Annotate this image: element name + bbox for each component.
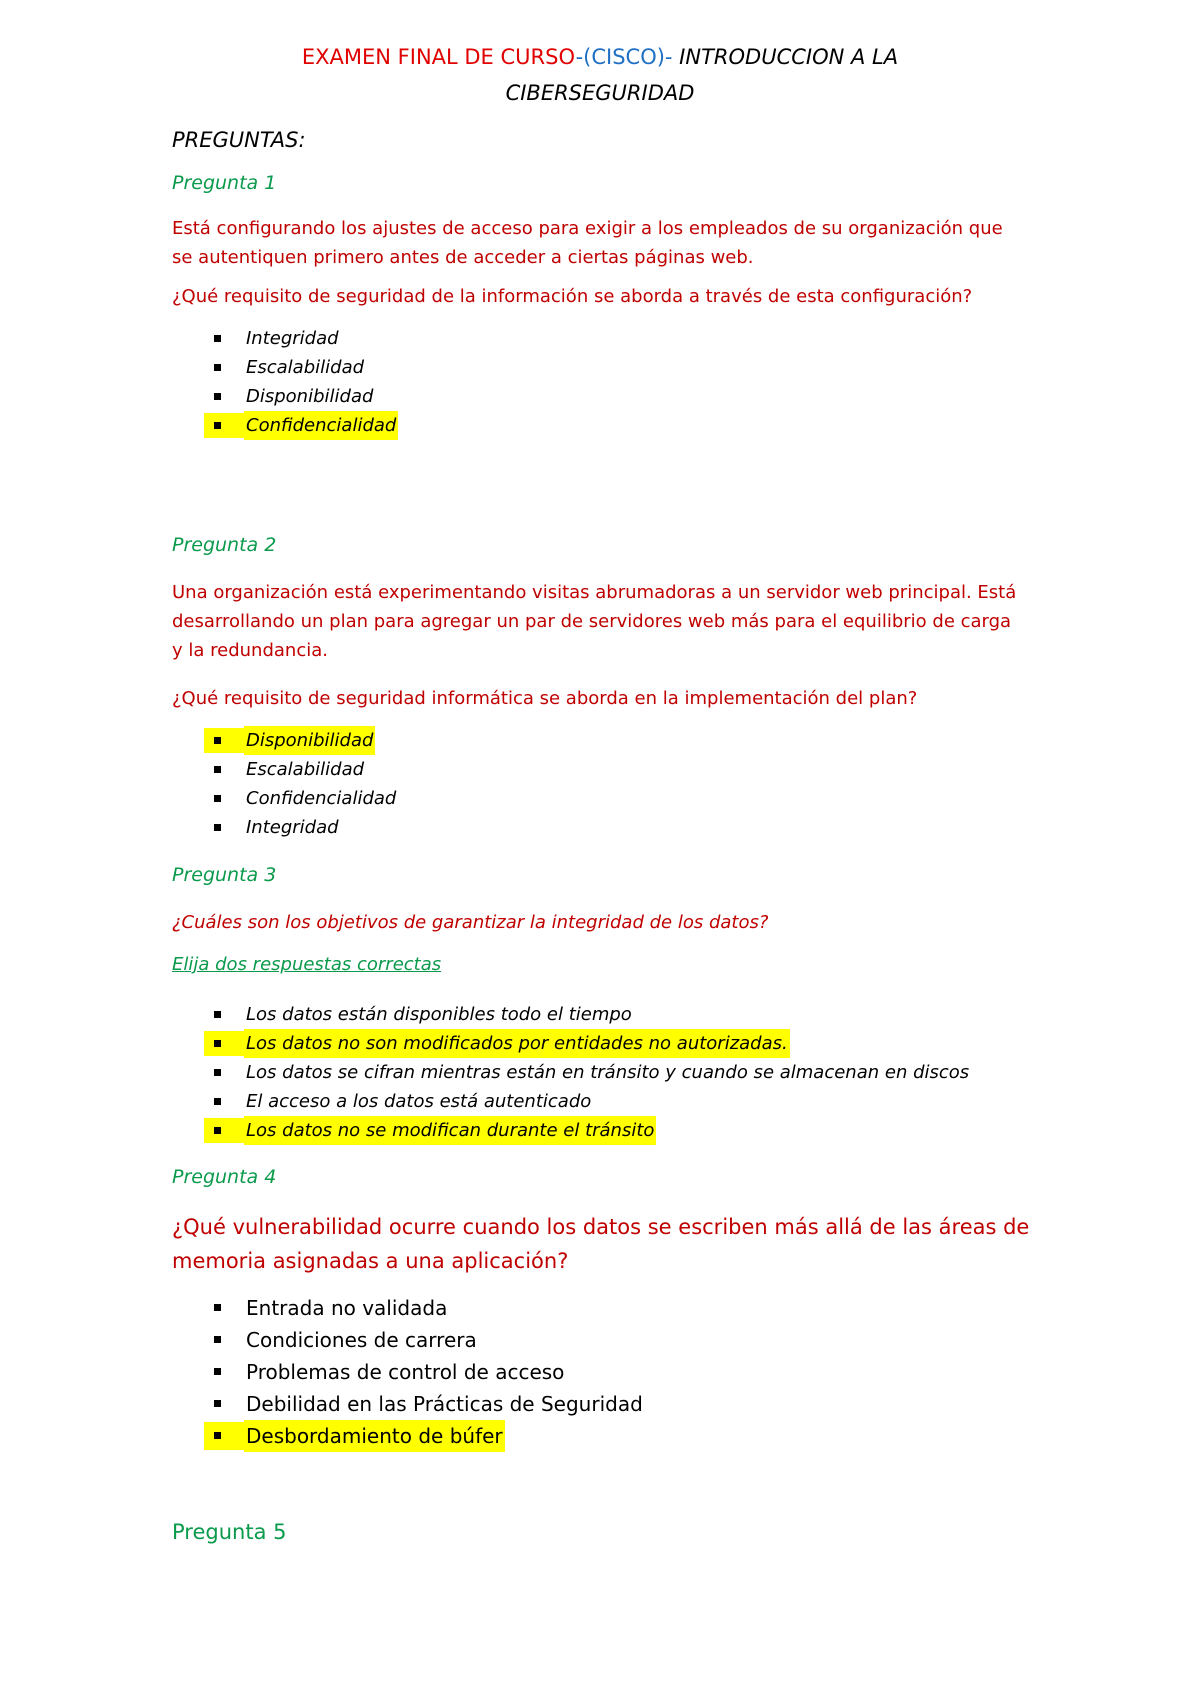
- question-2-text-line: y la redundancia.: [172, 640, 328, 661]
- answer-option[interactable]: Problemas de control de acceso: [172, 1356, 645, 1388]
- question-5-heading: Pregunta 5: [172, 1520, 287, 1544]
- question-3-options: [172, 1000, 971, 1145]
- question-4-prompt: [172, 1210, 1052, 1278]
- bullet-icon: [214, 1040, 221, 1047]
- answer-option[interactable]: Confidencialidad: [172, 784, 398, 813]
- answer-option-correct[interactable]: Los datos no son modificados por entidades no autorizadas.: [172, 1029, 971, 1058]
- question-4-prompt-line: ¿Qué vulnerabilidad ocurre cuando los datos se escriben más allá de las áreas de: [172, 1215, 1030, 1239]
- bullet-icon: [214, 1069, 221, 1076]
- bullet-icon: [214, 1368, 221, 1375]
- answer-option[interactable]: Debilidad en las Prácticas de Seguridad: [172, 1388, 645, 1420]
- answer-option[interactable]: Escalabilidad: [172, 755, 398, 784]
- answer-option-correct[interactable]: Confidencialidad: [172, 411, 398, 440]
- bullet-icon: [214, 364, 221, 371]
- bullet-icon: [214, 1011, 221, 1018]
- bullet-icon: [214, 795, 221, 802]
- question-1-options: [172, 324, 398, 440]
- question-1-text-line: se autentiquen primero antes de acceder a ciertas páginas web.: [172, 247, 754, 268]
- question-1-text: [172, 214, 1052, 272]
- bullet-icon: [214, 737, 221, 744]
- answer-option-correct[interactable]: Desbordamiento de búfer: [172, 1420, 645, 1452]
- question-2-prompt: ¿Qué requisito de seguridad informática se aborda en la implementación del plan?: [172, 688, 918, 709]
- question-1-heading: Pregunta 1: [172, 172, 277, 194]
- answer-option-correct[interactable]: Los datos no se modifican durante el tránsito: [172, 1116, 971, 1145]
- question-2-options: [172, 726, 398, 842]
- answer-option-correct[interactable]: Disponibilidad: [172, 726, 398, 755]
- answer-option[interactable]: Entrada no validada: [172, 1292, 645, 1324]
- title-part-intro: INTRODUCCION A LA: [672, 45, 899, 69]
- question-2-text: [172, 578, 1052, 665]
- bullet-icon: [214, 335, 221, 342]
- document-title-line2: CIBERSEGURIDAD: [505, 81, 695, 105]
- answer-option[interactable]: El acceso a los datos está autenticado: [172, 1087, 971, 1116]
- answer-option[interactable]: Disponibilidad: [172, 382, 398, 411]
- question-4-prompt-line: memoria asignadas a una aplicación?: [172, 1249, 569, 1273]
- bullet-icon: [214, 1336, 221, 1343]
- bullet-icon: [214, 393, 221, 400]
- answer-option[interactable]: Condiciones de carrera: [172, 1324, 645, 1356]
- bullet-icon: [214, 1127, 221, 1134]
- preguntas-label: PREGUNTAS:: [172, 128, 306, 152]
- question-2-text-line: desarrollando un plan para agregar un par de servidores web más para el equilibrio de carga: [172, 611, 1012, 632]
- question-4-options: [172, 1292, 645, 1452]
- title-part-cisco: -(CISCO)-: [575, 45, 673, 69]
- answer-option[interactable]: Los datos se cifran mientras están en tránsito y cuando se almacenan en discos: [172, 1058, 971, 1087]
- bullet-icon: [214, 824, 221, 831]
- bullet-icon: [214, 1400, 221, 1407]
- question-4-heading: Pregunta 4: [172, 1166, 277, 1188]
- answer-option[interactable]: Integridad: [172, 813, 398, 842]
- question-1-prompt: ¿Qué requisito de seguridad de la información se aborda a través de esta configuración?: [172, 286, 973, 307]
- question-2-text-line: Una organización está experimentando visitas abrumadoras a un servidor web principal. Está: [172, 582, 1017, 603]
- document-title: [0, 42, 1200, 72]
- answer-option[interactable]: Los datos están disponibles todo el tiempo: [172, 1000, 971, 1029]
- bullet-icon: [214, 422, 221, 429]
- answer-option[interactable]: Integridad: [172, 324, 398, 353]
- title-part-exam: EXAMEN FINAL DE CURSO: [301, 45, 576, 69]
- question-3-heading: Pregunta 3: [172, 864, 277, 886]
- question-3-prompt: ¿Cuáles son los objetivos de garantizar la integridad de los datos?: [172, 912, 769, 933]
- question-1-text-line: Está configurando los ajustes de acceso para exigir a los empleados de su organización que: [172, 218, 1003, 239]
- question-3-hint: Elija dos respuestas correctas: [172, 954, 442, 975]
- answer-option[interactable]: Escalabilidad: [172, 353, 398, 382]
- bullet-icon: [214, 1304, 221, 1311]
- bullet-icon: [214, 1432, 221, 1439]
- bullet-icon: [214, 766, 221, 773]
- bullet-icon: [214, 1098, 221, 1105]
- question-2-heading: Pregunta 2: [172, 534, 277, 556]
